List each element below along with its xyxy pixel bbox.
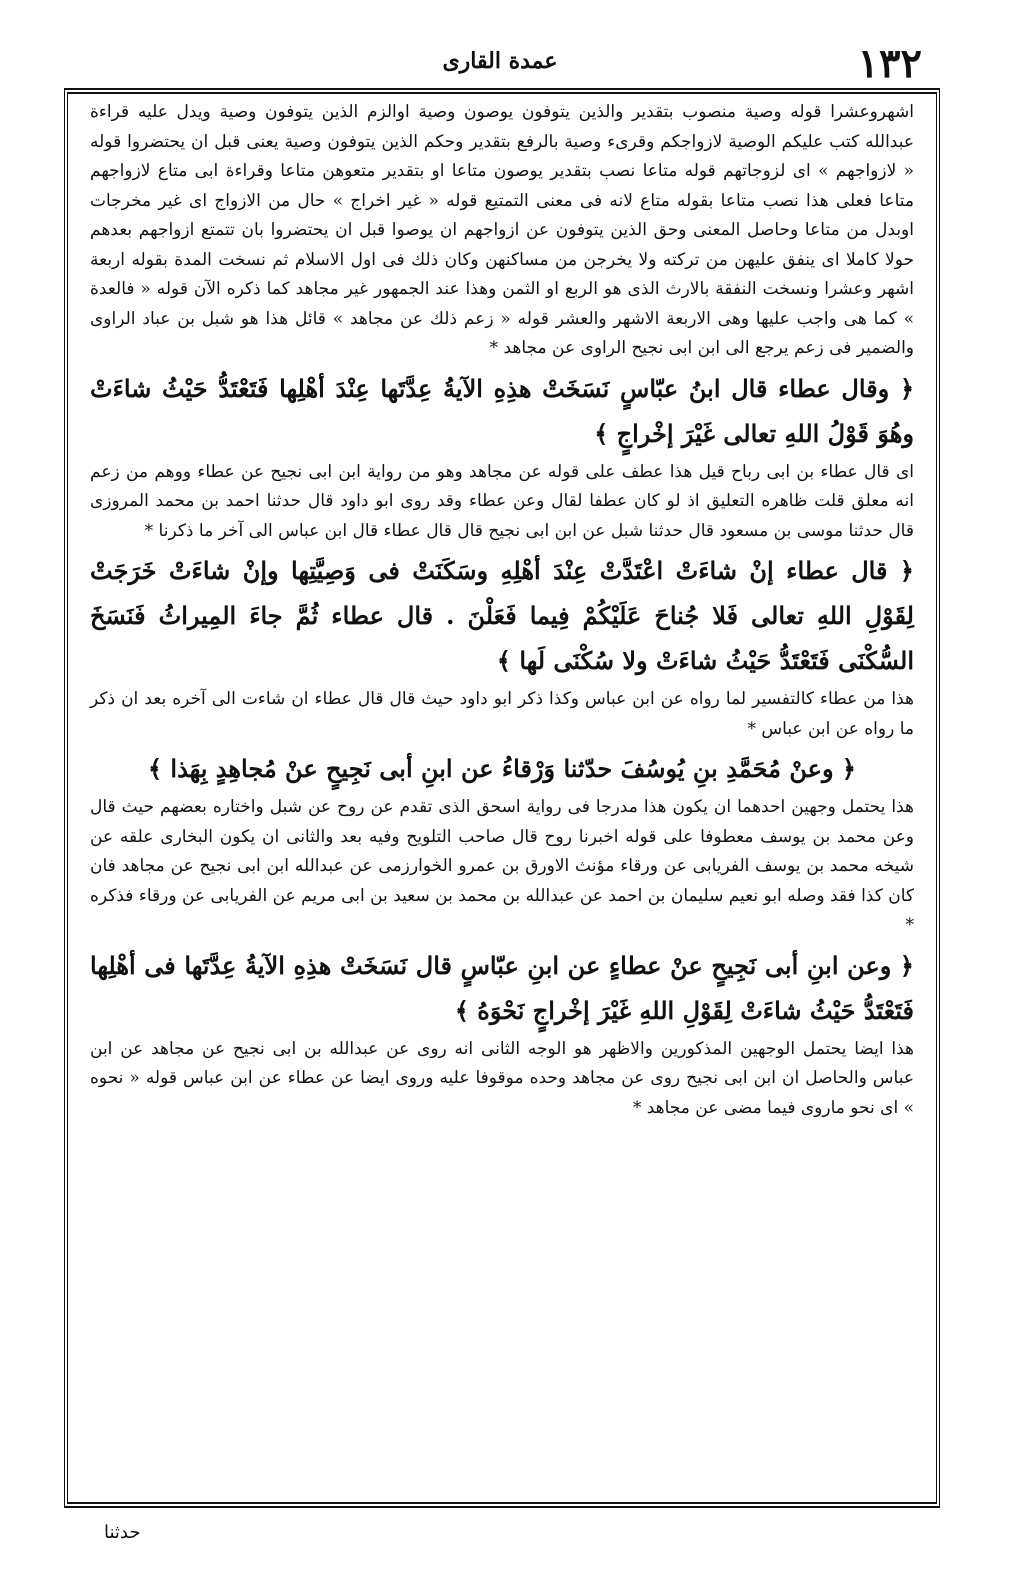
hadith-quote: ﴿ وقال عطاء قال ابنُ عبّاسٍ نَسَخَتْ هذِهِ الآيةُ عِدَّتَها عِنْدَ أهْلِها فَتَعْتَدُّ حَيْثُ شاءَتْ وهُوَ قَوْلُ اللهِ تعالى غَيْرَ إخْراجٍ ﴾ — [90, 373, 915, 448]
commentary-paragraph: هذا ايضا يحتمل الوجهين المذكورين والاظهر هو الوجه الثانى انه روى عن عبدالله بن ابى نجيح عن مجاهد عن ابن عباس والحاصل ان ابن ابى نجيح روى عن مجاهد وحده موقوفا عليه وروى ايضا عن عطاء عن ابن عباس قوله « نحوه » اى نحو ماروى فيما مضى عن مجاهد * — [90, 1038, 914, 1118]
page-header — [60, 40, 940, 90]
hadith-quote: ﴿ وعنْ مُحَمَّدِ بنِ يُوسُفَ حدّثنا وَرْقاءُ عن ابنِ أبى نَجِيحٍ عنْ مُجاهِدٍ بِهَذا ﴾ — [148, 754, 856, 783]
commentary-paragraph: اى قال عطاء بن ابى رباح قيل هذا عطف على قوله عن مجاهد وهو من رواية ابن ابى نجيح عن عطاء ووهم من زعم انه معلق قلت ظاهره التعليق اذ لو كان عطفا لقال وعن عطاء وقد روى ابو داود قال حدثنا احمد بن محمد المروزى قال حدثنا موسى بن مسعود قال حدثنا شبل عن ابن ابى نجيح قال قال عطاء قال ابن عباس الى آخر ما ذكرنا * — [90, 461, 914, 541]
catchword: حدثنا — [104, 1522, 141, 1543]
hadith-quote: ﴿ وعن ابنِ أبى نَجِيحٍ عنْ عطاءٍ عن ابنِ عبّاسٍ قال نَسَخَتْ هذِهِ الآيةُ عِدَّتَها فى أهْلِها فَتَعْتَدُّ حَيْثُ شاءَتْ لِقَوْلِ اللهِ غَيْرَ إخْراجٍ نَحْوَهُ ﴾ — [90, 950, 914, 1025]
page-body — [84, 98, 920, 1498]
hadith-quote: ﴿ قال عطاء إنْ شاءَتْ اعْتَدَّتْ عِنْدَ أهْلِهِ وسَكَنَتْ فى وَصِيَّتِها وإنْ شاءَتْ خَرَجَتْ لِقَوْلِ اللهِ تعالى فَلا جُناحَ عَلَيْكُمْ فِيما فَعَلْنَ . قال عطاء ثُمَّ جاءَ المِيراثُ فَنَسَخَ السُّكْنَى فَتَعْتَدُّ حَيْثُ شاءَتْ ولا سُكْنَى لَها ﴾ — [90, 556, 914, 675]
page-number: ١٣٢ — [857, 40, 922, 87]
running-title: عمدة القارى — [442, 48, 558, 74]
commentary-paragraph: هذا يحتمل وجهين احدهما ان يكون هذا مدرجا فى رواية اسحق الذى تقدم عن روح عن شبل واختاره بعضهم حيث قال وعن محمد بن يوسف معطوفا على قوله اخبرنا روح قال صاحب التلويح وفيه بعد والثانى ان يكون البخارى علقه عن شيخه محمد بن يوسف الفريابى عن ورقاء مؤنث الاورق بن عمرو الخوارزمى عن عبدالله ابن ابى نجيح عن مجاهد فان كان كذا فقد وصله ابو نعيم سليمان بن احمد عن عبدالله بن محمد بن سعيد بن ابى مريم عن الفريابى عن ورقاء فذكره * — [90, 797, 914, 935]
commentary-paragraph: اشهروعشرا قوله وصية منصوب بتقدير والذين يتوفون يوصون وصية اوالزم الذين يتوفون وصية ويدل عليه قراءة عبدالله كتب عليكم الوصية لازواجكم وقرىء وصية بالرفع بتقدير وحكم الذين يتوفون وصية يعنى قبل ان يحتضروا قوله « لازواجهم » اى لزوجاتهم قوله متاعا نصب بتقدير يوصون متاعا او بتقدير متعوهن متاعا وقراءة ابى متاع لازواجهم متاعا فعلى هذا نصب متاعا بقوله متاع لانه فى معنى التمتيع قوله « غير اخراج » حال من الازواج اى غير مخرجات اوبدل من متاعا وحاصل المعنى وحق الذين يتوفون عن ازواجهم ان يوصوا قبل ان يحتضروا بان تتمتع ازواجهم بعدهم حولا كاملا اى ينفق عليهن من تركته ولا يخرجن من مساكنهن وكان ذلك فى اول الاسلام ثم نسخت المدة بقوله اربعة اشهر وعشرا ونسخت النفقة بالارث الذى هو الربع او الثمن وهذا عند الجمهور غير مجاهد كما ذكره الآن قوله « فالعدة » كما هى واجب عليها وهى الاربعة الاشهر والعشر قوله « زعم ذلك عن مجاهد » قائل هذا هو شبل بن عباد الراوى والضمير فى زعم يرجع الى ابن ابى نجيح الراوى عن مجاهد * — [90, 102, 914, 358]
commentary-paragraph: هذا من عطاء كالتفسير لما رواه عن ابن عباس وكذا ذكر ابو داود حيث قال قال عطاء ان شاءت الى آخره بعد ان ذكر ما رواه عن ابن عباس * — [90, 689, 914, 739]
